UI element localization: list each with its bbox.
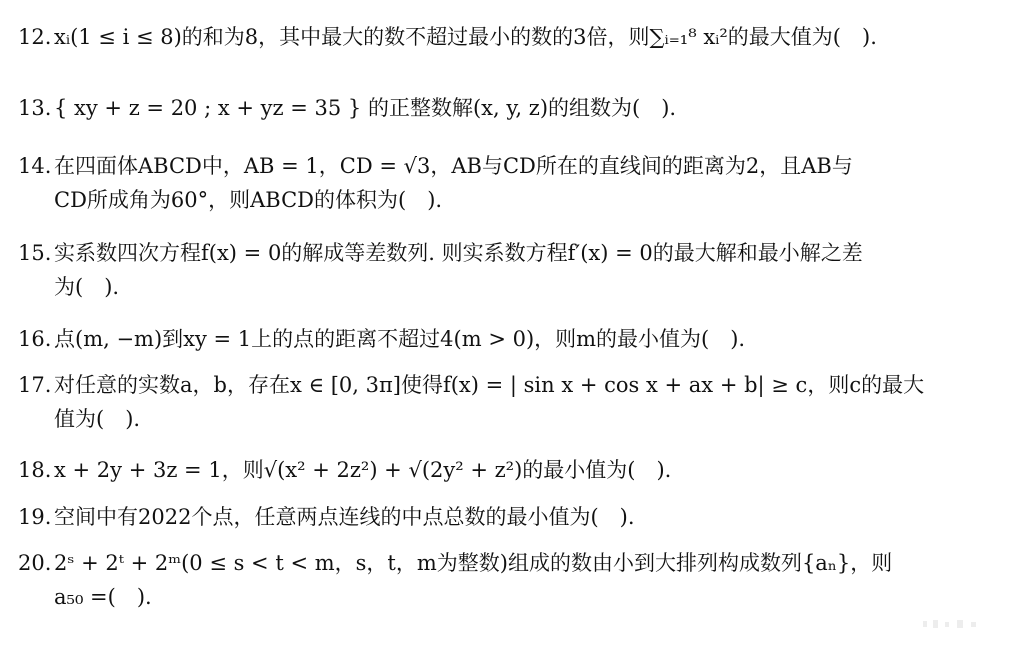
problem-number: 13.	[18, 96, 52, 120]
problem-16	[18, 322, 993, 356]
problem-text: 点(m, −m)到xy = 1上的点的距离不超过4(m > 0)，则m的最小值为( ).	[54, 327, 746, 351]
problem-text-continued: 为( ).	[54, 275, 120, 299]
problem-12	[18, 20, 993, 54]
problem-number: 16.	[18, 327, 52, 351]
problem-14	[18, 149, 993, 217]
problem-number: 14.	[18, 154, 52, 178]
watermark	[921, 617, 981, 631]
problem-text: x + 2y + 3z = 1，则√(x² + 2z²) + √(2y² + z²)的最小值为( ).	[54, 458, 672, 482]
problem-number: 18.	[18, 458, 52, 482]
problem-text: 对任意的实数a，b，存在x ∈ [0, 3π]使得f(x) = | sin x + cos x + ax + b| ≥ c，则c的最大	[54, 373, 925, 397]
problem-text: 2ˢ + 2ᵗ + 2ᵐ(0 ≤ s < t < m，s，t，m为整数)组成的数由小到大排列构成数列{aₙ}，则	[54, 551, 893, 575]
problem-text-continued: a₅₀ =( ).	[54, 585, 152, 609]
problem-number: 12.	[18, 25, 52, 49]
problem-number: 19.	[18, 505, 52, 529]
problem-17	[18, 368, 993, 436]
problem-number: 17.	[18, 373, 52, 397]
problem-number: 15.	[18, 241, 52, 265]
problem-text: xᵢ(1 ≤ i ≤ 8)的和为8，其中最大的数不超过最小的数的3倍，则∑ᵢ₌₁⁸ xᵢ²的最大值为( ).	[54, 25, 877, 49]
problem-text-continued: CD所成角为60°，则ABCD的体积为( ).	[54, 188, 443, 212]
problem-number: 20.	[18, 551, 52, 575]
problem-text: { xy + z = 20 ; x + yz = 35 } 的正整数解(x, y, z)的组数为( ).	[54, 96, 677, 120]
problem-text: 实系数四次方程f(x) = 0的解成等差数列. 则实系数方程f′(x) = 0的最大解和最小解之差	[54, 241, 863, 265]
problem-20	[18, 546, 993, 614]
problem-text-continued: 值为( ).	[54, 407, 141, 431]
problem-text: 空间中有2022个点，任意两点连线的中点总数的最小值为( ).	[54, 505, 635, 529]
problem-text: 在四面体ABCD中，AB = 1，CD = √3，AB与CD所在的直线间的距离为2，且AB与	[54, 154, 853, 178]
problem-13	[18, 91, 993, 125]
problem-18	[18, 453, 993, 487]
problem-15	[18, 236, 993, 304]
problem-19	[18, 500, 993, 534]
